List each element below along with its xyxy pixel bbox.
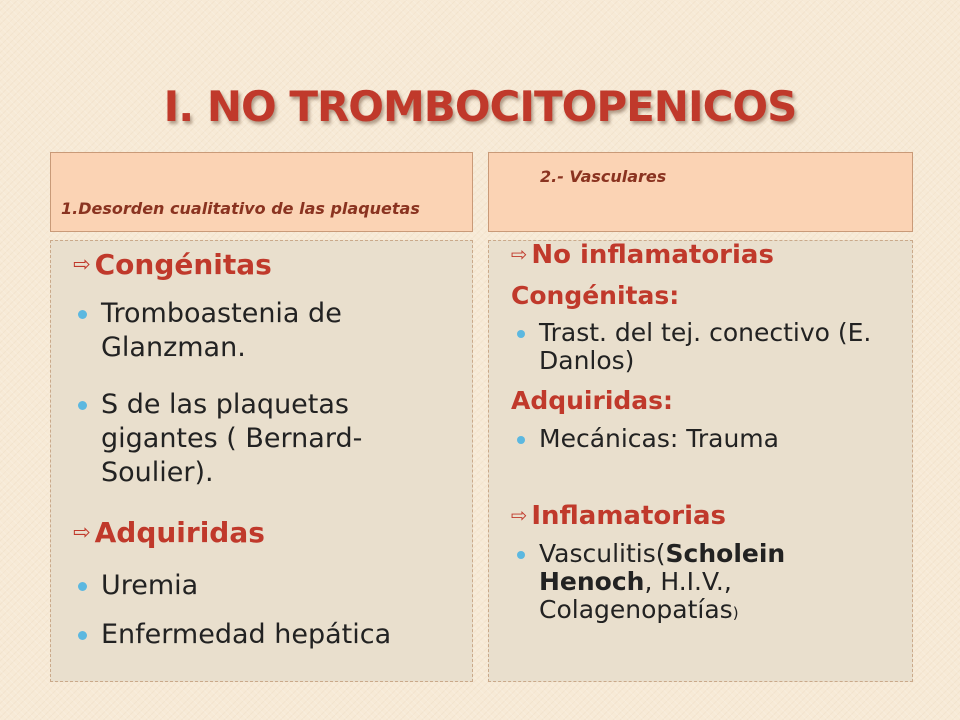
list-item-text: Mecánicas: Trauma <box>539 424 779 453</box>
section-heading-label: No inflamatorias <box>531 240 774 270</box>
list-item-text-suffix: ) <box>732 604 739 622</box>
bullet-icon <box>78 401 87 410</box>
group-heading-adquiridas: Adquiridas: <box>511 386 674 415</box>
section-heading-adquiridas <box>73 516 265 549</box>
right-arrow-icon: ⇨ <box>73 520 91 545</box>
group-heading-congenitas: Congénitas: <box>511 281 680 310</box>
list-item-text: Trast. del tej. conectivo (E. Danlos) <box>539 318 872 375</box>
right-header-label: 2.- Vasculares <box>540 167 667 186</box>
list-item <box>101 388 421 490</box>
list-item <box>539 540 899 627</box>
list-item-text: Tromboastenia de Glanzman. <box>101 298 342 363</box>
left-header-label: 1.Desorden cualitativo de las plaquetas <box>61 199 420 218</box>
bullet-icon <box>78 582 87 591</box>
list-item <box>101 569 421 603</box>
section-heading-label: Inflamatorias <box>531 501 727 531</box>
slide-title: I. NO TROMBOCITOPENICOS <box>163 82 797 131</box>
right-column-header <box>488 152 913 232</box>
list-item <box>539 425 899 453</box>
list-item-text-prefix: Vasculitis( <box>539 539 666 568</box>
bullet-icon <box>517 436 525 444</box>
bullet-icon <box>78 310 87 319</box>
bullet-icon <box>517 330 525 338</box>
right-arrow-icon: ⇨ <box>73 252 91 277</box>
list-item <box>101 297 421 365</box>
section-heading-congenitas <box>73 248 272 281</box>
left-content-panel <box>50 240 473 682</box>
list-item-text-middle: , H.I.V., Colagenopatías <box>539 567 733 624</box>
bullet-icon <box>78 631 87 640</box>
list-item-text: Enfermedad hepática <box>101 619 392 650</box>
list-item-text-bold: Scholein Henoch <box>539 539 786 596</box>
list-item <box>101 618 421 652</box>
section-heading-label: Adquiridas <box>94 516 265 549</box>
section-heading-inflamatorias <box>511 501 726 531</box>
list-item-text: S de las plaquetas gigantes ( Bernard-Soulier). <box>101 389 363 488</box>
section-heading-no-inflamatorias <box>511 240 774 270</box>
left-column-header <box>50 152 473 232</box>
bullet-icon <box>517 551 525 559</box>
right-content-panel <box>488 240 913 682</box>
section-heading-label: Congénitas <box>94 248 272 281</box>
list-item-text: Uremia <box>101 570 199 601</box>
right-arrow-icon: ⇨ <box>511 503 528 527</box>
list-item <box>539 319 899 375</box>
right-arrow-icon: ⇨ <box>511 242 528 266</box>
